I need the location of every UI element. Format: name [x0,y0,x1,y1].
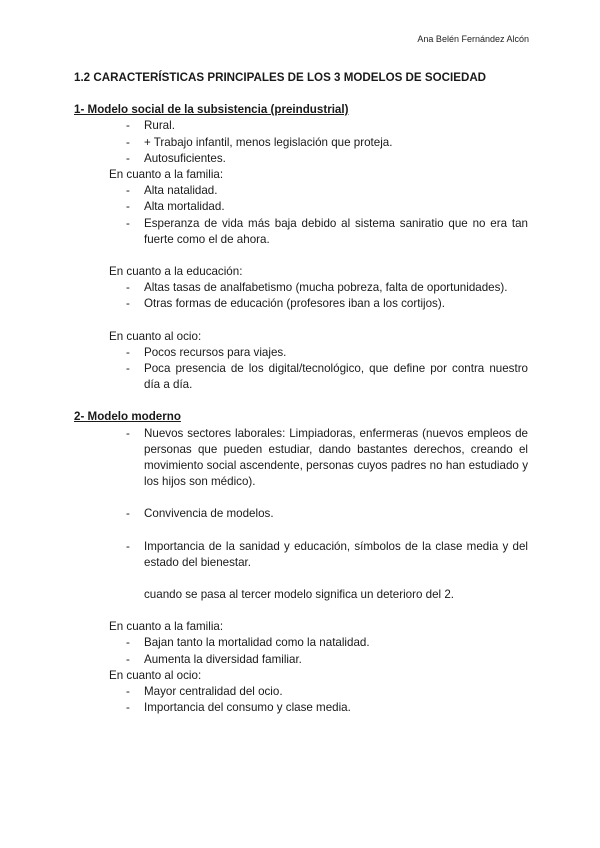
section-2-note: cuando se pasa al tercer modelo significa un deterioro del 2. [144,588,454,602]
list-item [126,652,528,668]
list-item-text: Nuevos sectores laborales: Limpiadoras, enfermeras (nuevos empleos de personas que pueden estudiar, dando bastantes derechos, creando el movimiento social ascendente, personas cuyos padres no han estudiado y los hijos son médico). [144,426,528,489]
bullet-dash: - [126,426,130,440]
document-body [74,70,528,717]
list-item-text: Bajan tanto la mortalidad como la natalidad. [144,636,370,650]
list-item-text: Importancia de la sanidad y educación, símbolos de la clase media y del estado del bienestar. [144,539,528,569]
section-1-ocio-list [74,345,528,394]
list-item [126,539,528,571]
list-item [126,151,528,167]
list-item-text: Autosuficientes. [144,151,226,165]
list-item [126,635,528,651]
spacer [74,571,528,587]
spacer [74,248,528,264]
section-1-familia-label: En cuanto a la familia: [109,168,224,182]
bullet-dash: - [126,362,130,376]
list-item-text: Convivencia de modelos. [144,507,274,521]
list-item [126,345,528,361]
bullet-dash: - [126,184,130,198]
author-name: Ana Belén Fernández Alcón [417,34,529,44]
list-item [126,216,528,248]
section-2-ocio-list [74,684,528,716]
spacer [74,603,528,619]
section-2-title: 2- Modelo moderno [74,410,181,424]
spacer [74,523,528,539]
section-2-general-list-3 [74,539,528,571]
list-item-text: Esperanza de vida más baja debido al sistema saniratio que no era tan fuerte como el de ahora. [144,216,528,246]
list-item [126,118,528,134]
bullet-dash: - [126,119,130,133]
list-item-text: Aumenta la diversidad familiar. [144,652,302,666]
list-item-text: Mayor centralidad del ocio. [144,685,283,699]
list-item [126,684,528,700]
list-item [126,280,528,296]
list-item [126,296,528,312]
section-1-ocio-label: En cuanto al ocio: [109,329,202,343]
list-item-text: Otras formas de educación (profesores iban a los cortijos). [144,297,445,311]
list-item-text: Pocos recursos para viajes. [144,345,287,359]
list-item [126,135,528,151]
document-title: 1.2 CARACTERÍSTICAS PRINCIPALES DE LOS 3 MODELOS DE SOCIEDAD [74,71,487,84]
section-2-familia-list [74,635,528,667]
section-2-general-list-2 [74,506,528,522]
bullet-dash: - [126,200,130,214]
list-item [126,361,528,393]
list-item-text: Importancia del consumo y clase media. [144,701,351,715]
section-1-educacion-label: En cuanto a la educación: [109,265,243,279]
bullet-dash: - [126,636,130,650]
bullet-dash: - [126,135,130,149]
list-item-text: Alta mortalidad. [144,200,225,214]
bullet-dash: - [126,151,130,165]
list-item [126,199,528,215]
list-item [126,506,528,522]
spacer [74,393,528,409]
bullet-dash: - [126,507,130,521]
list-item-text: Rural. [144,119,175,133]
bullet-dash: - [126,216,130,230]
list-item [126,700,528,716]
list-item-text: Altas tasas de analfabetismo (mucha pobreza, falta de oportunidades). [144,281,508,295]
section-1-general-list [74,118,528,167]
list-item-text: Poca presencia de los digital/tecnológico, que define por contra nuestro día a día. [144,362,528,392]
bullet-dash: - [126,652,130,666]
spacer [74,313,528,329]
section-1-familia-list [74,183,528,248]
bullet-dash: - [126,539,130,553]
bullet-dash: - [126,281,130,295]
bullet-dash: - [126,685,130,699]
list-item [126,183,528,199]
section-1-title: 1- Modelo social de la subsistencia (preindustrial) [74,103,349,117]
list-item [126,426,528,491]
section-2-general-list [74,426,528,491]
spacer [74,490,528,506]
list-item-text: + Trabajo infantil, menos legislación que proteja. [144,135,393,149]
section-2-ocio-label: En cuanto al ocio: [109,668,202,682]
list-item-text: Alta natalidad. [144,184,218,198]
bullet-dash: - [126,701,130,715]
bullet-dash: - [126,345,130,359]
section-1-educacion-list [74,280,528,312]
section-2-familia-label: En cuanto a la familia: [109,620,224,634]
bullet-dash: - [126,297,130,311]
